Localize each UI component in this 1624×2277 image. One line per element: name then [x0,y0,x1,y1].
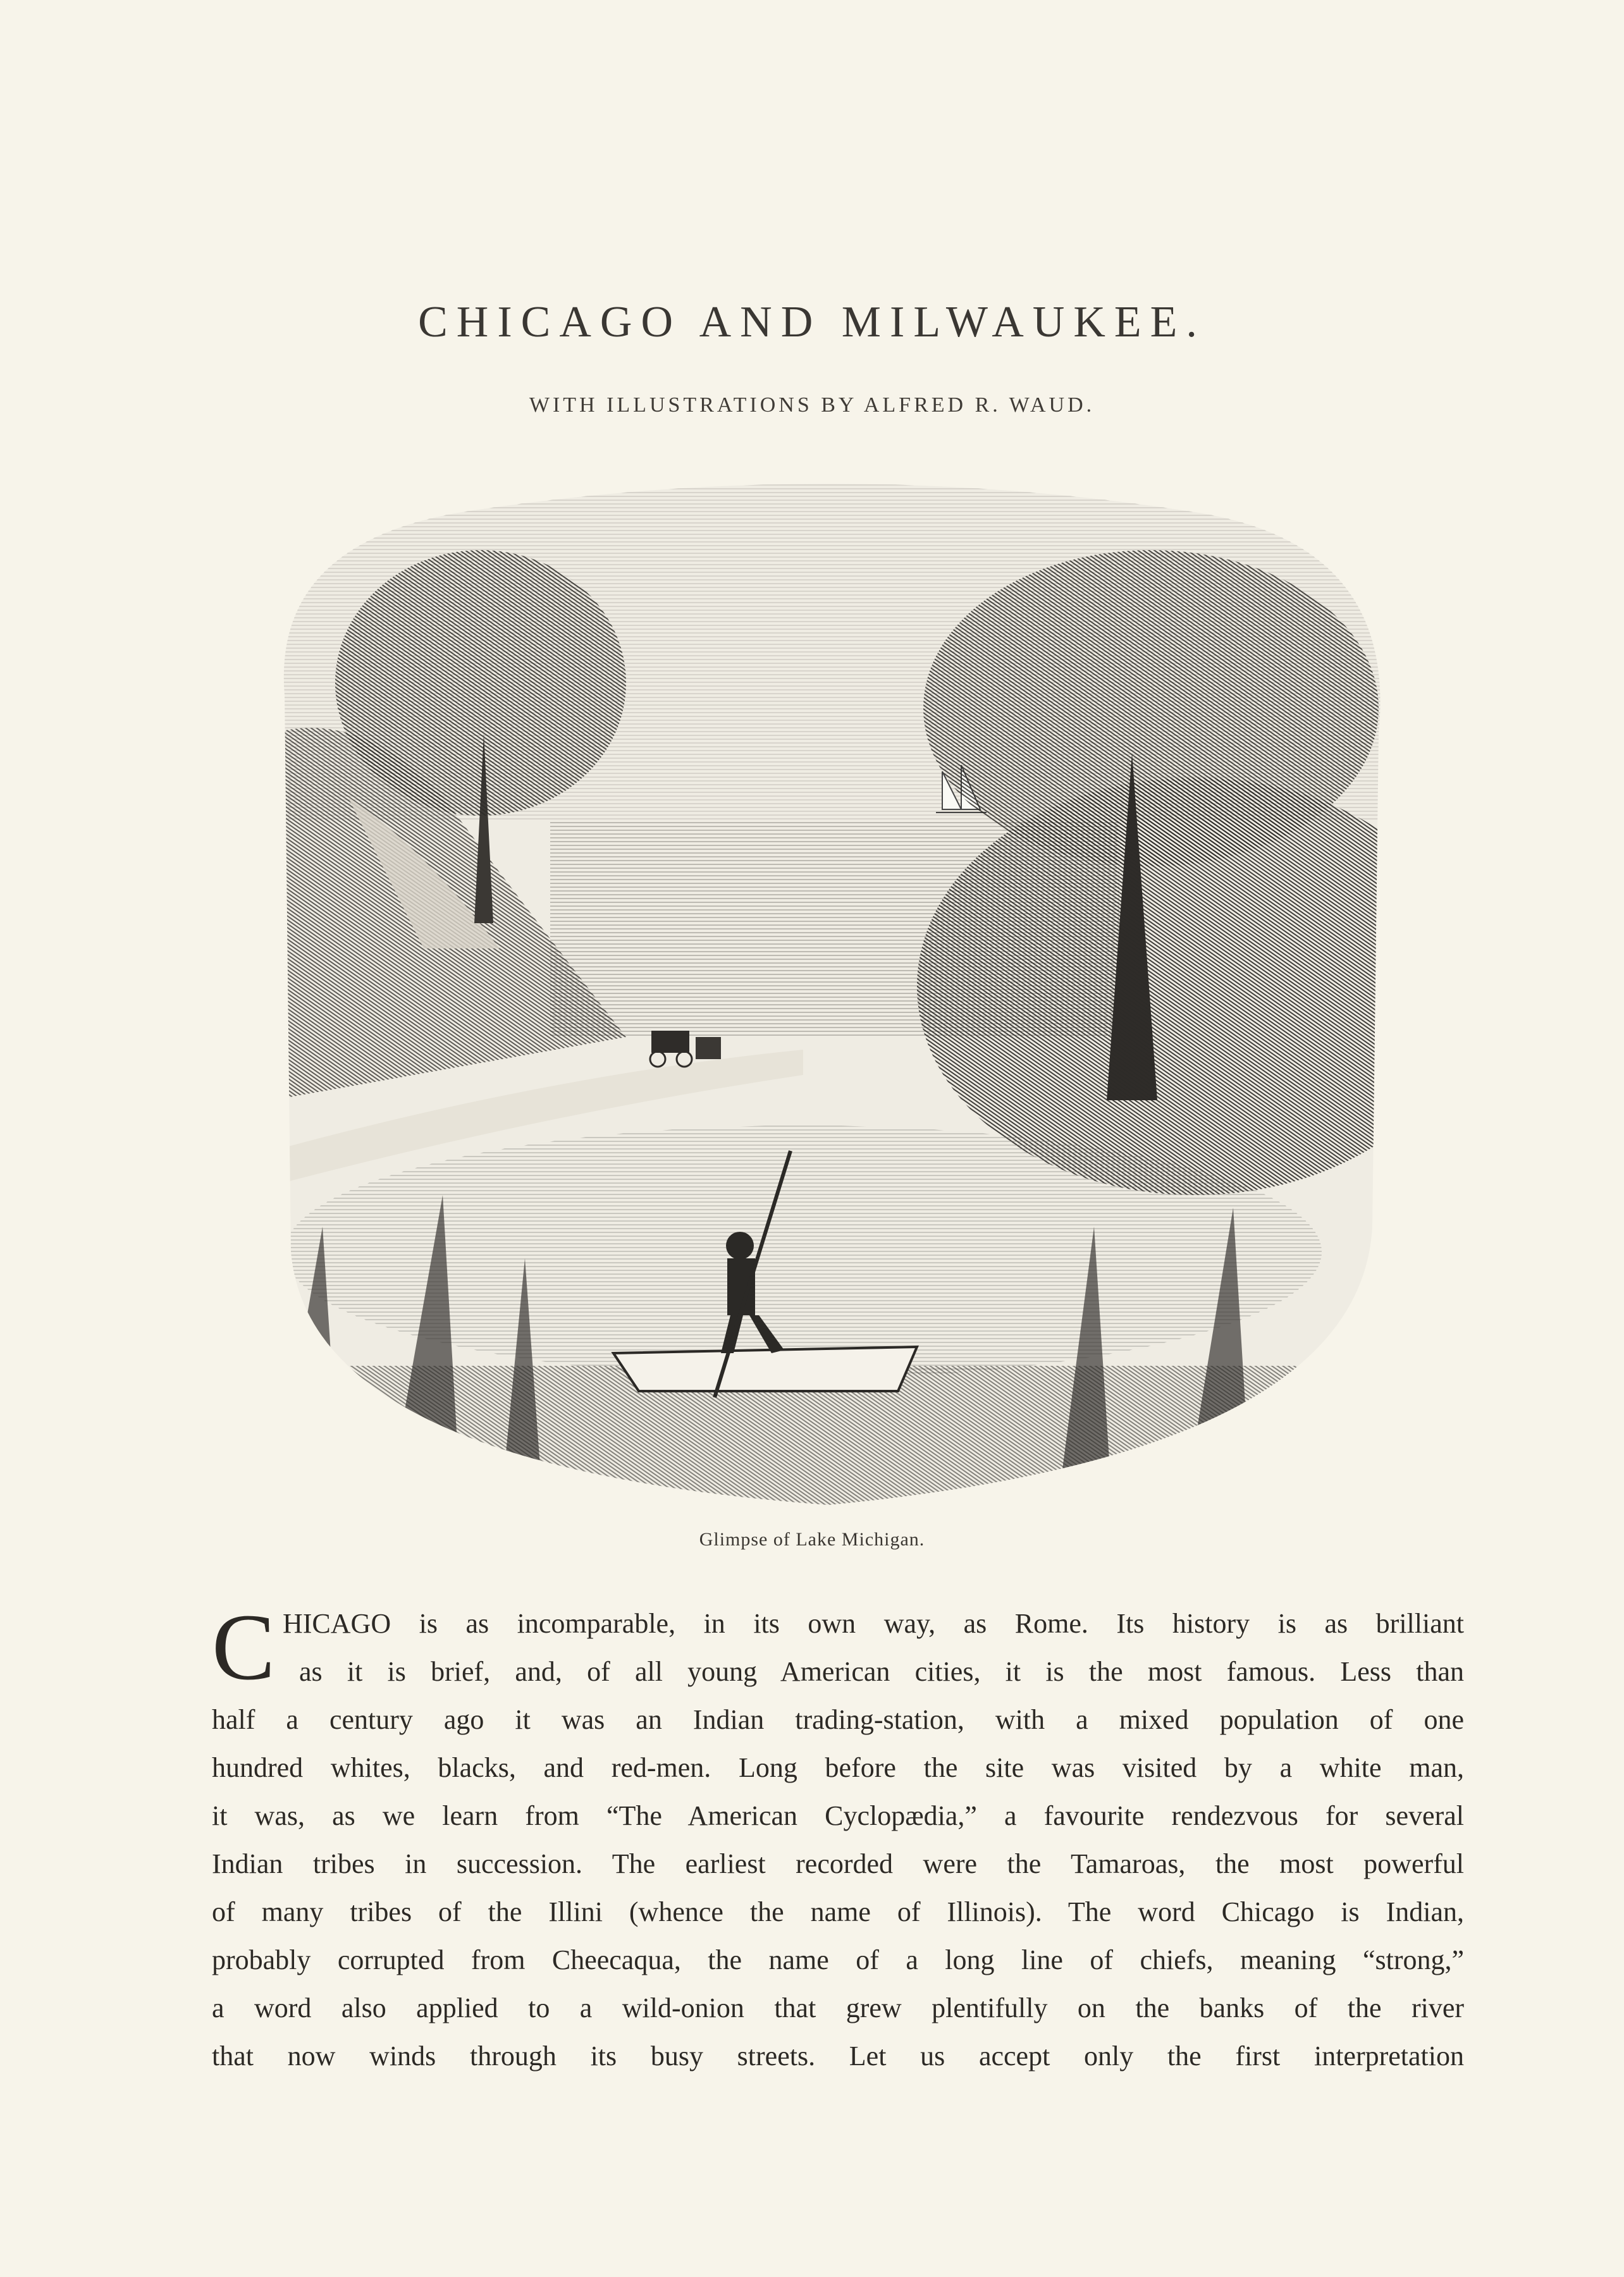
text-line: probably corrupted from Cheecaqua, the name of a long line of chiefs, meaning “strong,” [212,1944,1464,1975]
text-line: half a century ago it was an Indian trading-station, with a mixed population of one [212,1704,1464,1735]
illustration-caption: Glimpse of Lake Michigan. [699,1529,925,1550]
drop-cap: C [212,1595,276,1700]
page-title: CHICAGO AND MILWAUKEE. [418,298,1206,347]
text-line: hundred whites, blacks, and red-men. Long before the site was visited by a white man, [212,1752,1464,1783]
engraving-illustration [234,468,1423,1518]
text-line: that now winds through its busy streets. Let us accept only the first interpretation [212,2041,1464,2071]
text-line: of many tribes of the Illini (whence the name of Illinois). The word Chicago is Indian, [212,1896,1464,1927]
text-line: HICAGO is as incomparable, in its own way, as Rome. Its history is as brilliant [283,1608,1464,1639]
text-line: a word also applied to a wild-onion that grew plentifully on the banks of the river [212,1992,1464,2023]
illustration-credit: WITH ILLUSTRATIONS BY ALFRED R. WAUD. [529,393,1095,417]
article-body [212,1595,1464,2080]
text-line: it was, as we learn from “The American Cyclopædia,” a favourite rendezvous for several [212,1800,1464,1831]
text-line: as it is brief, and, of all young American cities, it is the most famous. Less than [299,1656,1464,1687]
text-line: Indian tribes in succession. The earliest recorded were the Tamaroas, the most powerful [212,1848,1464,1879]
